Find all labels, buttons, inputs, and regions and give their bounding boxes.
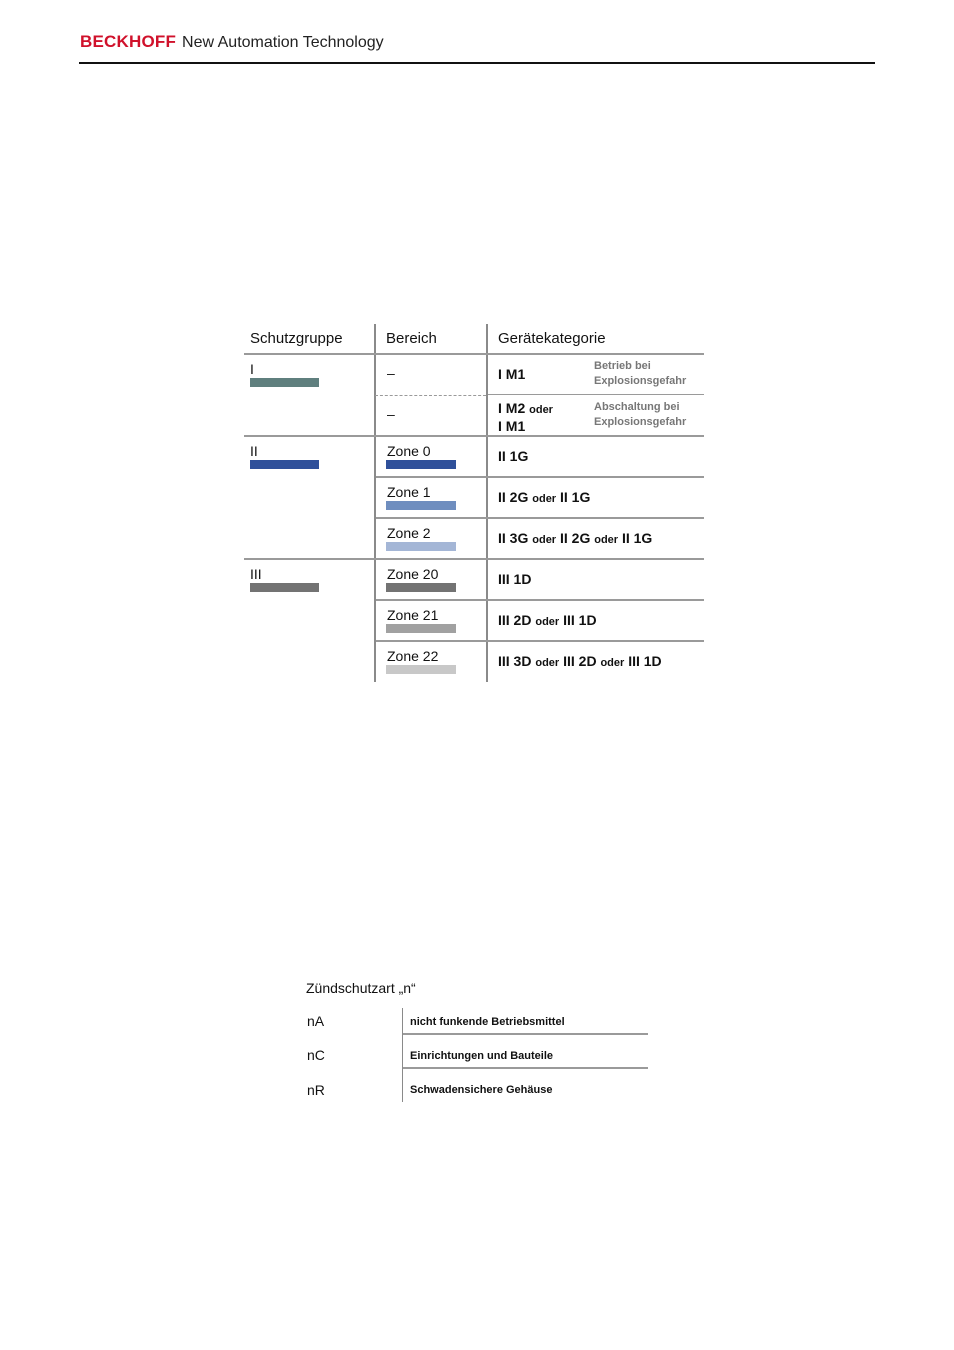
- row-divider: [403, 1067, 648, 1069]
- row-divider: [376, 640, 704, 642]
- column-divider: [486, 324, 488, 682]
- group-color-bar: [250, 583, 319, 592]
- row-divider-dashed: [375, 395, 486, 396]
- kategorie-value: III 3D oder III 2D oder III 1D: [498, 653, 662, 669]
- header-rule: [244, 353, 704, 355]
- zone-color-bar: [386, 542, 456, 551]
- code-value: nR: [307, 1082, 325, 1098]
- bereich-value: –: [387, 406, 395, 422]
- row-divider: [403, 1033, 648, 1035]
- code-value: nA: [307, 1013, 325, 1029]
- protection-type-table: [306, 978, 650, 1104]
- zone-label: Zone 21: [387, 607, 439, 623]
- group-divider: [244, 558, 704, 560]
- header-rule: [79, 62, 875, 64]
- group-divider: [244, 435, 704, 437]
- zone-color-bar: [386, 665, 456, 674]
- page-header: [80, 32, 384, 56]
- group-color-bar: [250, 460, 319, 469]
- category-table: [244, 324, 704, 682]
- note-text: Abschaltung bei Explosionsgefahr: [594, 401, 687, 428]
- kategorie-value: III 1D: [498, 571, 532, 587]
- row-divider: [488, 394, 704, 395]
- row-divider: [376, 517, 704, 519]
- group-color-bar: [250, 378, 319, 387]
- kategorie-value: I M1: [498, 366, 526, 382]
- header-geraetekategorie: Gerätekategorie: [498, 330, 606, 347]
- kategorie-value: I M2 oder I M1: [498, 400, 553, 434]
- table-title: Zündschutzart „n“: [306, 980, 416, 996]
- header-schutzgruppe: Schutzgruppe: [250, 330, 343, 347]
- column-divider: [402, 1008, 403, 1102]
- brand-tagline: New Automation Technology: [182, 34, 384, 51]
- zone-color-bar: [386, 583, 456, 592]
- header-bereich: Bereich: [386, 330, 437, 347]
- zone-label: Zone 20: [387, 566, 439, 582]
- note-text: Betrieb bei Explosionsgefahr: [594, 360, 687, 387]
- zone-color-bar: [386, 460, 456, 469]
- kategorie-value: II 3G oder II 2G oder II 1G: [498, 530, 653, 546]
- column-divider: [374, 324, 376, 682]
- desc-value: Einrichtungen und Bauteile: [410, 1050, 554, 1062]
- brand-logo: BECKHOFF: [80, 32, 177, 51]
- group-label: III: [250, 566, 262, 582]
- bereich-value: –: [387, 365, 395, 381]
- row-divider: [376, 599, 704, 601]
- zone-label: Zone 22: [387, 648, 439, 664]
- zone-color-bar: [386, 501, 456, 510]
- group-label: I: [250, 361, 254, 377]
- row-divider: [376, 476, 704, 478]
- kategorie-value: II 1G: [498, 448, 529, 464]
- zone-label: Zone 0: [387, 443, 431, 459]
- zone-color-bar: [386, 624, 456, 633]
- kategorie-value: III 2D oder III 1D: [498, 612, 597, 628]
- zone-label: Zone 2: [387, 525, 431, 541]
- kategorie-value: II 2G oder II 1G: [498, 489, 591, 505]
- desc-value: Schwadensichere Gehäuse: [410, 1084, 553, 1096]
- group-label: II: [250, 443, 258, 459]
- zone-label: Zone 1: [387, 484, 431, 500]
- desc-value: nicht funkende Betriebsmittel: [410, 1016, 565, 1028]
- code-value: nC: [307, 1047, 325, 1063]
